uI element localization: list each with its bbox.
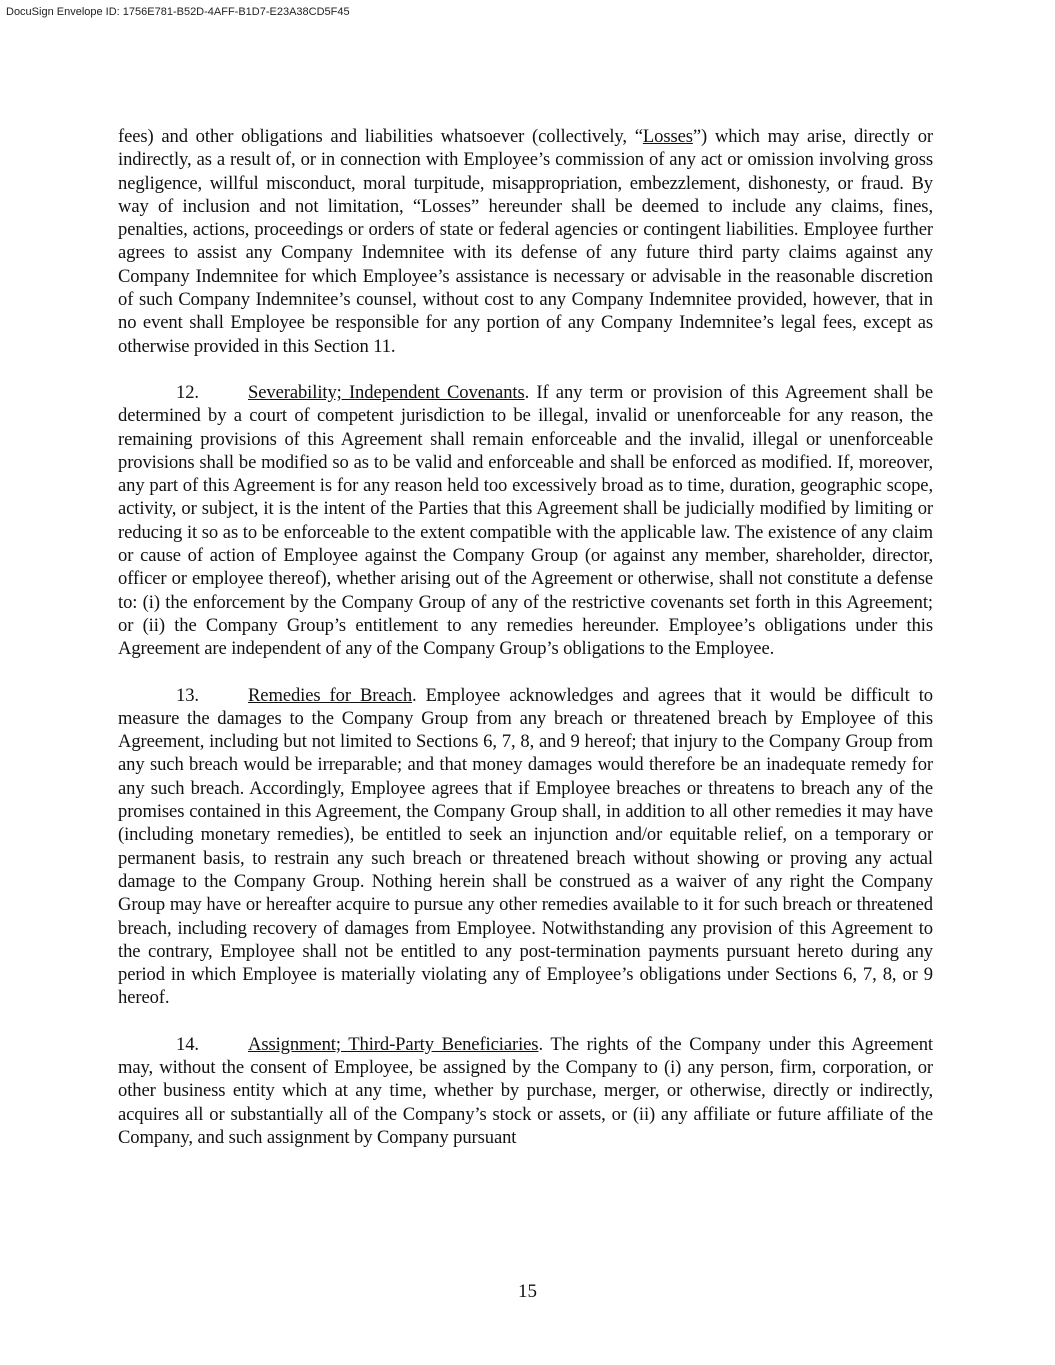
section-text: . Employee acknowledges and agrees that it would be difficult to measure the damages to the Company Group from any breach or threatened breach by Employee of this Agreement, including but not limited to Sections 6, 7, 8, and 9 hereof; that injury to the Company Group from any such breach would be irreparable; and that money damages would therefore be an inadequate remedy for any such breach. Accordingly, Employee agrees that if Employee breaches or threatens to breach any of the promises contained in this Agreement, the Company Group shall, in addition to all other remedies it may have (including monetary remedies), be entitled to seek an injunction and/or equitable relief, on a temporary or permanent basis, to restrain any such breach or threatened breach without showing or proving any actual damage to the Company Group. Nothing herein shall be construed as a waiver of any right the Company Group may have or hereafter acquire to pursue any other remedies available to it for such breach or threatened breach, including recovery of damages from Employee. Notwithstanding any provision of this Agreement to the contrary, Employee shall not be entitled to any post-termination payments pursuant hereto during any period in which Employee is materially violating any of Employee’s obligations under Sections 6, 7, 8, or 9 hereof. xyxy=(118,684,933,1009)
section-12 xyxy=(118,381,933,661)
para-text-b: ”) which may arise, directly or indirectly, as a result of, or in connection with Employee’s commission of any act or omission involving gross negligence, willful misconduct, moral turpitude, misappropriation, embezzlement, dishonesty, or fraud. By way of inclusion and not limitation, “Losses” hereunder shall be deemed to include any claims, fines, penalties, actions, proceedings or orders of state or federal agencies or contingent liabilities. Employee further agrees to assist any Company Indemnitee with its defense of any future third party claims against any Company Indemnitee for which Employee’s assistance is necessary or advisable in the reasonable discretion of such Company Indemnitee’s counsel, without cost to any Company Indemnitee provided, however, that in no event shall Employee be responsible for any portion of any Company Indemnitee’s legal fees, except as otherwise provided in this Section 11. xyxy=(118,126,933,357)
section-number: 13. xyxy=(176,684,199,706)
section-number: 12. xyxy=(176,381,199,403)
section-heading: Assignment; Third-Party Beneficiaries xyxy=(248,1033,539,1055)
section-text: . The rights of the Company under this Agreement may, without the consent of Employee, be assigned by the Company to (i) any person, firm, corporation, or other business entity which at any time, whether by purchase, merger, or otherwise, directly or indirectly, acquires all or substantially all of the Company’s stock or assets, or (ii) any affiliate or future affiliate of the Company, and such assignment by Company pursuant xyxy=(118,1033,933,1148)
section-heading: Severability; Independent Covenants xyxy=(248,381,525,403)
defined-term-losses: Losses xyxy=(642,126,693,147)
document-body xyxy=(118,125,933,1172)
section-heading: Remedies for Breach xyxy=(248,684,413,706)
para-text-a: fees) and other obligations and liabilities whatsoever (collectively, “ xyxy=(118,126,643,147)
paragraph-continuation xyxy=(118,125,933,358)
section-14 xyxy=(118,1033,933,1149)
section-text: . If any term or provision of this Agreement shall be determined by a court of competent jurisdiction to be illegal, invalid or unenforceable for any reason, the remaining provisions of this Agreement shall remain enforceable and the invalid, illegal or unenforceable provisions shall be modified so as to be valid and enforceable and shall be enforced as modified. If, moreover, any part of this Agreement is for any reason held too excessively broad as to time, duration, geographic scope, activity, or subject, it is the intent of the Parties that this Agreement shall be judicially modified by limiting or reducing it so as to be enforceable to the extent compatible with the applicable law. The existence of any claim or cause of action of Employee against the Company Group (or against any member, shareholder, director, officer or employee thereof), whether arising out of the Agreement or otherwise, shall not constitute a defense to: (i) the enforcement by the Company Group of any of the restrictive covenants set forth in this Agreement; or (ii) the Company Group’s entitlement to any remedies hereunder. Employee’s obligations under this Agreement are independent of any of the Company Group’s obligations to the Employee. xyxy=(118,381,933,660)
section-13 xyxy=(118,684,933,1010)
docusign-envelope-id: DocuSign Envelope ID: 1756E781-B52D-4AFF-B1D7-E23A38CD5F45 xyxy=(6,6,350,18)
section-number: 14. xyxy=(176,1033,199,1055)
page-number: 15 xyxy=(518,1281,537,1302)
